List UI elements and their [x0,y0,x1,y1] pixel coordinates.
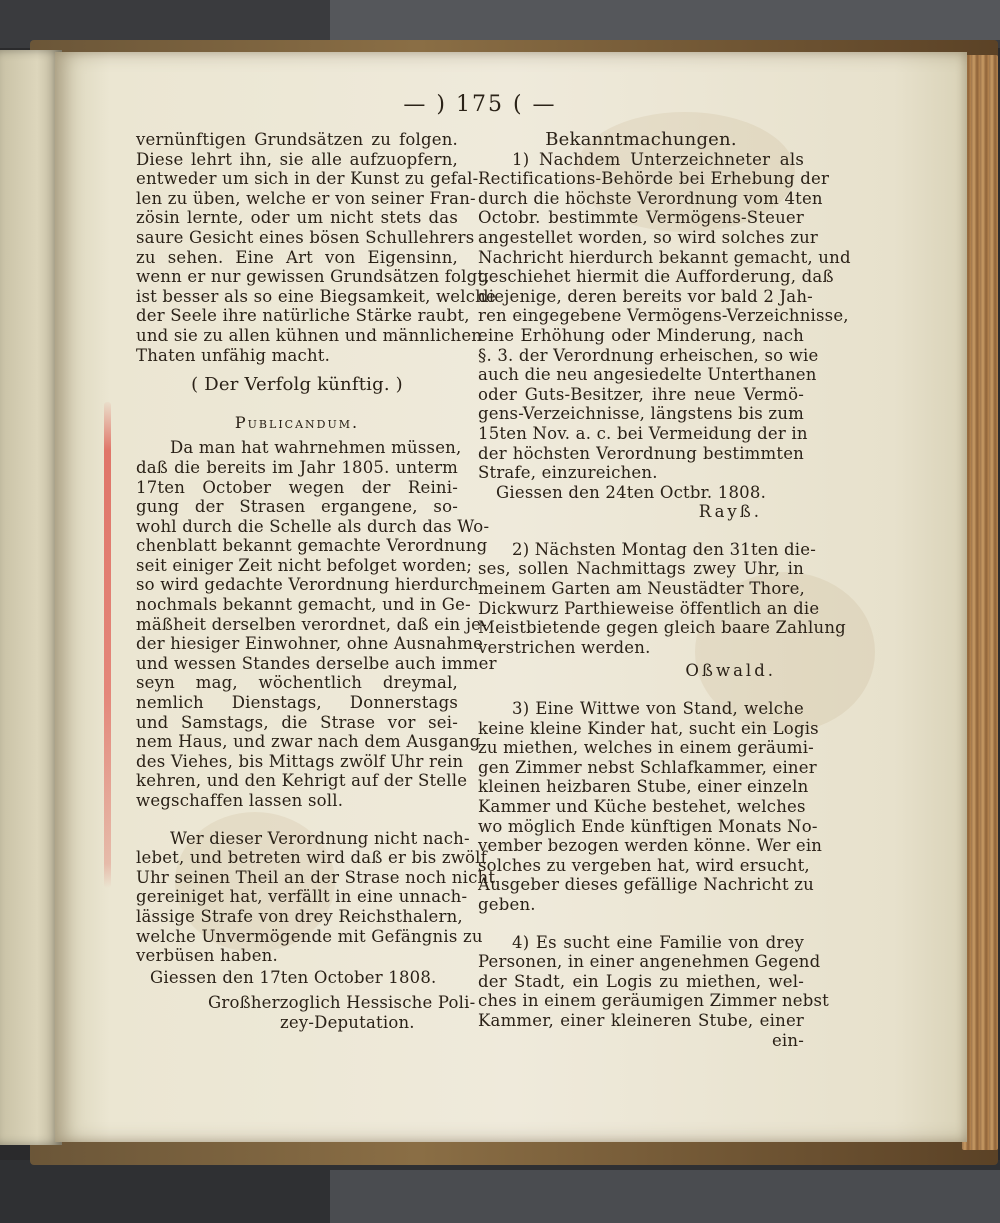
text-line: der höchsten Verordnung bestimmten [478,443,804,463]
page-number: — ) 175 ( — [403,92,557,117]
text-line: und sie zu allen kühnen und männlichen [136,325,483,345]
text-line: Personen, in einer angenehmen Gegend [478,952,821,972]
text-line: gereiniget hat, verfällt in eine unnach- [136,887,468,907]
text-line: der Seele ihre natürliche Stärke raubt, [136,306,470,326]
text-line: wo möglich Ende künftigen Monats No- [478,816,818,836]
text-line: Octobr. bestimmte Vermögens-Steuer [478,208,804,228]
text-line: 1) Nachdem Unterzeichneter als [512,149,804,169]
text-line: oder Guts-Besitzer, ihre neue Vermö- [478,384,804,404]
facing-page-edge [0,50,62,1145]
text-line: daß die bereits im Jahr 1805. unterm [136,457,458,477]
text-line: vember bezogen werden könne. Wer ein [478,836,823,856]
text-line: kehren, und den Kehrigt auf der Stelle [136,771,468,791]
text-line: nemlich Dienstags, Donnerstags [136,693,458,713]
signature: Oßwald. [685,661,776,681]
text-line: wohl durch die Schelle als durch das Wo- [136,516,490,536]
red-margin-mark [104,402,111,888]
text-line: 17ten October wegen der Reini- [136,477,458,497]
text-line: 4) Es sucht eine Familie von drey [512,932,804,952]
text-line: Wer dieser Verordnung nicht nach- [170,828,470,848]
text-line: Strafe, einzureichen. [478,463,658,483]
text-line: Dickwurz Parthieweise öffentlich an die [478,598,820,618]
penalty-paragraph [136,828,496,966]
background-bottom [0,1160,1000,1223]
text-line: zu miethen, welches in einem geräumi- [478,738,814,758]
spacer [478,522,804,540]
left-column [136,130,497,1033]
date-line: Giessen den 17ten October 1808. [150,967,437,987]
text-line: vernünftigen Grundsätzen zu folgen. [136,130,458,149]
text-line: der hiesiger Einwohner, ohne Ausnahme [136,634,484,654]
text-line: so wird gedachte Verordnung hierdurch [136,575,479,595]
text-line: lässige Strafe von drey Reichsthalern, [136,906,463,926]
text-line: gens-Verzeichnisse, längstens bis zum [478,404,804,424]
notice-2 [478,539,846,681]
text-line: ist besser als so eine Biegsamkeit, welche [136,286,496,306]
text-line: keine kleine Kinder hat, sucht ein Logis [478,718,819,738]
text-line: nem Haus, und zwar nach dem Ausgang [136,732,481,752]
text-line: Meistbietende gegen gleich baare Zahlung [478,618,846,638]
text-line: geben. [478,894,536,914]
right-column [478,129,851,1050]
text-line: zu sehen. Eine Art von Eigensinn, [136,247,458,267]
signature: Rayß. [698,502,762,522]
text-line: Kammer und Küche bestehet, welches [478,797,806,816]
text-line: Rectifications-Behörde bei Erhebung der [478,169,830,189]
text-line: zösin lernte, oder um nicht stets das [136,208,458,228]
background-bottom-panel [330,1170,1000,1223]
text-line: des Viehes, bis Mittags zwölf Uhr rein [136,751,464,771]
notice-4 [478,932,829,1051]
text-line: chenblatt bekannt gemachte Verordnung [136,536,488,556]
text-line: Ausgeber dieses gefällige Nachricht zu [478,875,814,895]
spacer [136,811,458,829]
text-line: saure Gesicht eines bösen Schullehrers [136,227,475,247]
publicandum-paragraph [136,438,497,810]
spacer [478,915,804,933]
text-line: len zu üben, welche er von seiner Fran- [136,188,476,208]
text-line: der Stadt, ein Logis zu miethen, wel- [478,971,804,991]
intro-paragraph [136,130,496,365]
text-line: und wessen Standes derselbe auch immer [136,653,497,673]
text-line: mäßheit derselben verordnet, daß ein je- [136,614,487,634]
text-line: ches in einem geräumigen Zimmer nebst [478,991,829,1011]
signature-line: Großherzoglich Hessische Poli- [208,993,476,1013]
text-line: verbüsen haben. [136,946,278,966]
text-line: Kammer, einer kleineren Stube, einer [478,1010,804,1030]
text-line: geschiehet hiermit die Aufforderung, daß [478,267,834,287]
text-line: gung der Strasen ergangene, so- [136,497,458,517]
publicandum-heading: Publicandum. [234,412,360,432]
text-line: gen Zimmer nebst Schlafkammer, einer [478,757,817,777]
continuation-note: ( Der Verfolg künftig. ) [191,374,403,396]
text-line: und Samstags, die Strase vor sei- [136,712,458,732]
notice-1 [478,149,851,522]
text-line: seyn mag, wöchentlich dreymal, [136,673,458,693]
spacer [478,681,804,699]
page-edges [962,55,998,1150]
text-line: ren eingegebene Vermögens-Verzeichnisse, [478,306,849,326]
text-line: Thaten unfähig macht. [136,345,331,365]
text-line: Da man hat wahrnehmen müssen, [170,438,462,458]
catchword: ein- [771,1030,804,1050]
text-line: lebet, und betreten wird daß er bis zwölf [136,848,487,868]
text-line: 2) Nächsten Montag den 31ten die- [512,539,817,559]
text-line: 3) Eine Wittwe von Stand, welche [512,699,804,719]
notice-3 [478,699,823,915]
text-line: angestellet worden, so wird solches zur [478,227,819,247]
text-line: Uhr seinen Theil an der Strase noch nicht [136,867,496,887]
text-line: eine Erhöhung oder Minderung, nach [478,325,804,345]
text-line: seit einiger Zeit nicht befolget worden; [136,555,473,575]
text-line: entweder um sich in der Kunst zu gefal- [136,169,479,189]
text-line: verstrichen werden. [478,637,651,657]
background-top-panel [330,0,1000,40]
text-line: Nachricht hierdurch bekannt gemacht, und [478,247,851,267]
text-line: solches zu vergeben hat, wird ersucht, [478,855,810,875]
text-line: ses, sollen Nachmittags zwey Uhr, in [478,559,804,579]
text-line: durch die höchste Verordnung vom 4ten [478,188,823,208]
text-line: kleinen heizbaren Stube, einer einzeln [478,777,809,797]
announcements-heading: Bekanntmachungen. [545,129,737,150]
text-line: meinem Garten am Neustädter Thore, [478,579,805,599]
text-line: §. 3. der Verordnung erheischen, so wie [478,345,819,365]
text-line: diejenige, deren bereits vor bald 2 Jah- [478,286,813,306]
signature-line: zey-Deputation. [280,1012,415,1032]
text-line: auch die neu angesiedelte Unterthanen [478,365,817,385]
text-line: nochmals bekannt gemacht, und in Ge- [136,595,471,615]
text-line: 15ten Nov. a. c. bei Vermeidung der in [478,423,808,443]
text-line: Diese lehrt ihn, sie alle aufzuopfern, [136,149,458,169]
text-line: welche Unvermögende mit Gefängnis zu [136,926,483,946]
text-line: wegschaffen lassen soll. [136,791,344,810]
text-line: wenn er nur gewissen Grundsätzen folgt, [136,267,490,287]
date-line: Giessen den 24ten Octbr. 1808. [496,482,767,502]
